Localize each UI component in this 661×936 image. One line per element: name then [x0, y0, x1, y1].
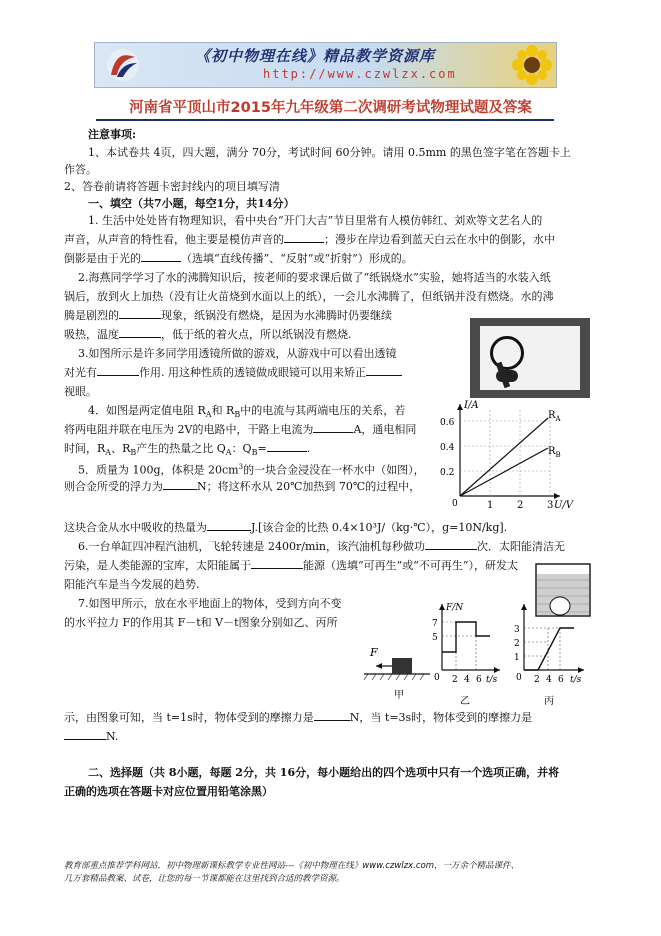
q7-line-1: 7.如图甲所示，放在水平地面上的物体，受到方向不变: [78, 597, 342, 610]
section-2-heading-line-1: 二、选择题（共 8小题，每题 2分，共 16分，每小题给出的四个选项中只有一个选项正确，并将: [88, 766, 560, 779]
q7-line-2: 的水平拉力 F的作用其 F－t和 V－t图象分别如乙、丙所: [64, 616, 338, 629]
bing-origin: 0: [516, 673, 522, 683]
line-rb: [460, 448, 548, 496]
q3-line-3: 视眼。: [64, 385, 97, 398]
q2-line-3: 腾是剧烈的 现象，纸锅没有燃烧，是因为水沸腾时仍要继续: [64, 305, 392, 326]
lens-game-photo: [470, 318, 590, 398]
page-title: 河南省平顶山市2015年九年级第二次调研考试物理试题及答案: [129, 100, 532, 116]
yi-xlabel: t/s: [486, 675, 498, 685]
page-footer: [64, 860, 519, 886]
answer-blank[interactable]: [314, 708, 350, 721]
section-2-heading-line-2: 正确的选项在答题卡对应位置用铅笔涂黑）: [64, 785, 273, 798]
bing-xtick: 2: [534, 675, 540, 685]
q2-line-2: 锅后，放到火上加热（没有让火苗烧到水面以上的纸），一会儿水沸腾了，但纸锅并没有燃烧。水的沸: [64, 290, 554, 303]
iu-ytick: 0.4: [440, 443, 455, 453]
rb-label: $R_B$: [548, 446, 561, 459]
q6-line-2: 污染，是人类能源的宝库，太阳能属于 能源（选填“可再生”或“不可再生”），研发太: [64, 555, 518, 576]
iu-graph: [430, 398, 580, 510]
q4-line-1: 4．如图是两定值电阻 $R_A$和 $R_B$中的电流与其两端电压的关系，若: [88, 404, 406, 420]
yi-xtick: 6: [476, 675, 482, 685]
figure-jia-label: 甲: [394, 690, 404, 700]
bing-xtick: 6: [558, 675, 564, 685]
bing-ytick: 3: [514, 625, 520, 635]
figure-jia: [362, 640, 432, 700]
answer-blank[interactable]: [119, 325, 161, 338]
bing-ytick: 2: [514, 639, 520, 649]
section-1-heading: 一、填空（共7小题，每空1分，共14分）: [88, 197, 295, 210]
iu-ylabel: I/A: [464, 400, 479, 411]
bing-ytick: 1: [514, 653, 520, 663]
note-2: 2、答卷前请将答题卡密封线内的项目填写清: [64, 180, 280, 193]
line-ra: [460, 418, 548, 496]
header-banner: [94, 42, 557, 88]
banner-title: 《初中物理在线》精品教学资源库: [195, 47, 436, 65]
yi-xtick: 4: [464, 675, 470, 685]
force-label: F: [370, 646, 378, 659]
iu-xtick: 2: [517, 500, 524, 510]
yi-ytick: 7: [432, 619, 438, 629]
answer-blank[interactable]: [425, 537, 477, 550]
figure-yi-ft-graph: [424, 600, 504, 710]
answer-blank[interactable]: [251, 556, 303, 569]
q2-line-1: 2.海燕同学学习了水的沸腾知识后，按老师的要求课后做了“纸锅烧水”实验，她将适当的水装入纸: [78, 271, 551, 284]
yi-ylabel: F/N: [446, 603, 464, 613]
answer-blank[interactable]: [141, 249, 181, 262]
q5-line-1: 5．质量为 100g，体积是 $20cm^3$的一块合金浸没在一杯水中（如图），: [78, 463, 425, 477]
q2-line-4: 吸热，温度 ，低于纸的着火点，所以纸锅没有燃烧.: [64, 324, 352, 345]
q5-line-3: 这块合金从水中吸收的热量为 J.[该合金的比热 0.4×10³J/（kg·℃），g=10N/kg].: [64, 517, 507, 538]
iu-ytick: 0.2: [440, 468, 455, 478]
q4-line-2: 将两电阻并联在电压为 2V的电路中，干路上电流为 A，通电相同: [64, 419, 416, 440]
q3-line-1: 3.如图所示是许多同学用透镜所做的游戏，从游戏中可以看出透镜: [78, 347, 397, 360]
q6-line-3: 阳能汽车是当今发展的趋势.: [64, 578, 200, 591]
bing-xtick: 4: [546, 675, 552, 685]
figure-bing-vt-graph: [506, 600, 588, 710]
figure-yi-label: 乙: [460, 696, 470, 707]
yi-origin: 0: [434, 673, 440, 683]
answer-blank[interactable]: [366, 363, 402, 376]
q4-line-3: 时间，$R_A$、$R_B$产生的热量之比 $Q_A$：$Q_B=$ .: [64, 438, 310, 463]
iu-xtick: 1: [487, 500, 494, 510]
footer-line-1: 教育部重点推荐学科网站，初中物理新课标教学专业性网站---《初中物理在线》www.czwlzx.com，一万余个精品课件、: [64, 861, 520, 871]
q7-line-3: 示，由图象可知，当 t=1s时，物体受到的摩擦力是 N，当 t=3s时，物体受到的摩擦力是: [64, 707, 532, 728]
answer-blank[interactable]: [119, 306, 161, 319]
answer-blank[interactable]: [207, 518, 251, 531]
q1-line-1: 1. 生活中处处皆有物理知识，看中央台“开门大吉”节目里常有人模仿韩红、刘欢等文艺名人的: [88, 214, 543, 227]
footer-line-2: 几万套精品教案、试卷，让您的每一节课都能在这里找到合适的教学资源。: [64, 874, 345, 884]
q6-line-1: 6.一台单缸四冲程汽油机，飞轮转速是 2400r/min，该汽油机每秒做功 次．太阳能清洁无: [78, 536, 565, 557]
iu-origin: 0: [452, 499, 458, 509]
figure-bing-label: 丙: [544, 696, 554, 707]
ra-label: $R_A$: [548, 410, 561, 423]
yi-ytick: 5: [432, 633, 438, 643]
yi-xtick: 2: [452, 675, 458, 685]
answer-blank[interactable]: [267, 439, 307, 452]
answer-blank[interactable]: [313, 420, 353, 433]
iu-xlabel: U/V: [554, 500, 574, 510]
site-logo-icon: [105, 47, 141, 83]
q7-line-4: N.: [64, 726, 118, 747]
answer-blank[interactable]: [284, 230, 324, 243]
banner-url[interactable]: http://www.czwlzx.com: [263, 67, 457, 81]
q1-line-3: 倒影是由于光的 （选填“直线传播”、“反射”或“折射”）形成的。: [64, 248, 413, 269]
iu-ytick: 0.6: [440, 418, 455, 428]
note-1-line-2: 作答。: [64, 163, 97, 176]
sunflower-icon: [512, 45, 552, 85]
note-1-line-1: 1、本试卷共 4页，四大题，满分 70分，考试时间 60分钟。请用 0.5mm 的黑色签字笔在答题卡上: [88, 146, 571, 159]
iu-xtick: 3: [547, 500, 554, 510]
answer-blank[interactable]: [97, 363, 139, 376]
title-divider: [96, 119, 554, 121]
notes-heading: 注意事项:: [88, 128, 137, 141]
answer-blank[interactable]: [64, 727, 106, 740]
q3-line-2: 对光有 作用. 用这种性质的透镜做成眼镜可以用来矫正: [64, 362, 402, 383]
bing-xlabel: t/s: [570, 675, 582, 685]
q1-line-2: 声音，从声音的特性看，他主要是模仿声音的 ；漫步在岸边看到蓝天白云在水中的倒影，水中: [64, 229, 555, 250]
answer-blank[interactable]: [163, 477, 197, 490]
q5-line-2: 则合金所受的浮力为 N；将这杯水从 20℃加热到 70℃的过程中，: [64, 476, 420, 497]
